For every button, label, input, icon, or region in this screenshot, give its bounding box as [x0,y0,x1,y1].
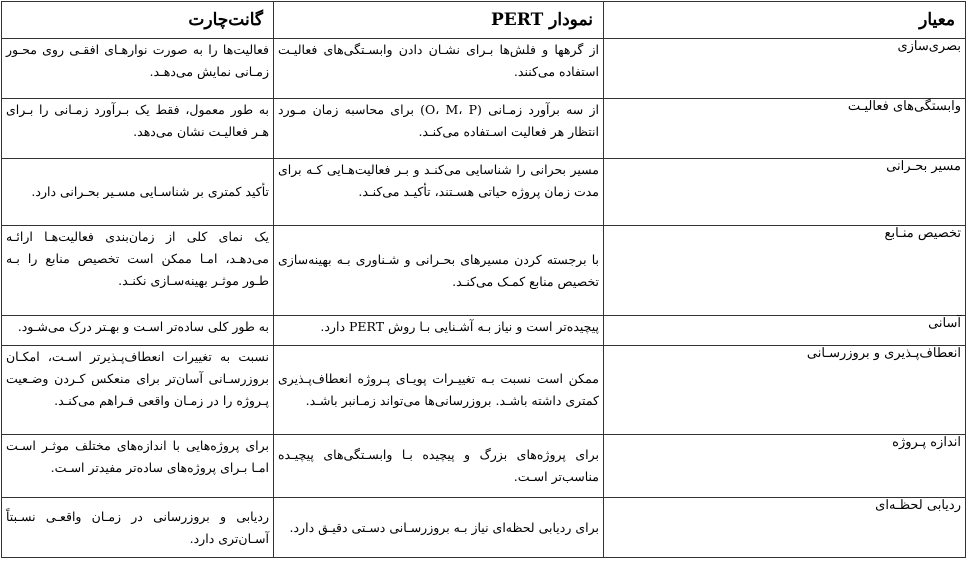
gantt-cell: برای پروژه‌هایی با اندازه‌های مختلف موثـر اسـت امـا بـرای پروژه‌های ساده‌تر مفیدتر اسـت. [2,435,274,498]
pert-cell: از گرهها و فلش‌ها بـرای نشـان دادن وابسـتگی‌های فعالیـت استفاده می‌کنند. [274,39,604,99]
header-pert: نمودار PERT [274,2,604,39]
header-criterion: معیار [604,2,966,39]
table-row [2,159,966,226]
table-row [2,39,966,99]
criterion-cell: انعطاف‌پـذیری و بروزرسـانی [604,346,966,435]
table-row [2,346,966,435]
table-row [2,226,966,316]
criterion-cell: آسانی [604,316,966,346]
table-row [2,435,966,498]
gantt-cell: تأکید کمتری بر شناسـایی مسـیر بحـرانی دارد. [2,159,274,226]
pert-cell: برای پروژه‌های بزرگ و پیچیده بـا وابسـتگی‌های پیچیـده مناسب‌تر اسـت. [274,435,604,498]
table-row [2,316,966,346]
gantt-cell: به طور معمول، فقط یک بـرآورد زمـانی را بـرای هـر فعالیـت نشان می‌دهد. [2,99,274,159]
pert-cell: برای ردیابی لحظه‌ای نیاز بـه بروزرسـانی دسـتی دقیـق دارد. [274,498,604,558]
criterion-cell: مسیر بحـرانی [604,159,966,226]
pert-cell: با برجسته کردن مسیرهای بحـرانی و شـناوری بـه بهینه‌سازی تخصیص منابع کمـک می‌کنـد. [274,226,604,316]
gantt-cell: فعالیت‌ها را به صورت نوارهـای افقـی روی محـور زمـانی نمایش می‌دهـد. [2,39,274,99]
criterion-cell: ردیابی لحظـه‌ای [604,498,966,558]
table-row [2,99,966,159]
pert-cell: مسیر بحرانی را شناسایی می‌کنـد و بـر فعالیت‌هـایی کـه برای مدت زمان پروژه حیاتی هسـتند، تأکیـد می‌کنـد. [274,159,604,226]
criterion-cell: بصری‌سازی [604,39,966,99]
header-row [2,2,966,39]
pert-cell: از سه برآورد زمـانی (O، M، P) برای محاسبه زمان مـورد انتظار هر فعالیت اسـتفاده می‌کنـد. [274,99,604,159]
table-row [2,498,966,558]
gantt-cell: نسبت به تغییرات انعطاف‌پـذیرتر اسـت، امکـان بروزرسـانی آسان‌تر برای منعکس کـردن وضـعیت پـروژه را در زمـان واقعی فـراهم می‌کنـد. [2,346,274,435]
pert-cell: پیچیده‌تر است و نیاز بـه آشـنایی بـا روش PERT دارد. [274,316,604,346]
criterion-cell: تخصیص منـابع [604,226,966,316]
header-gantt: گانت‌چارت [2,2,274,39]
gantt-cell: به طور کلی ساده‌تر اسـت و بهـتر درک می‌شـود. [2,316,274,346]
criterion-cell: اندازه پـروژه [604,435,966,498]
gantt-cell: یک نمای کلی از زمان‌بندی فعالیت‌هـا ارائـه می‌دهـد، امـا ممکن است تخصیص منابع را بـه طـور موثـر بهینه‌سـازی نکنـد. [2,226,274,316]
criterion-cell: وابستگی‌های فعالیـت [604,99,966,159]
gantt-cell: ردیابی و بروزرسانی در زمـان واقعـی نسـبتاً آسـان‌تری دارد. [2,498,274,558]
pert-cell: ممکن است نسبت بـه تغییـرات پویـای پـروژه انعطاف‌پـذیری کمتری داشته باشـد. بروزرسانی‌ها می‌تواند زمـانبر باشـد. [274,346,604,435]
comparison-table [1,1,966,558]
